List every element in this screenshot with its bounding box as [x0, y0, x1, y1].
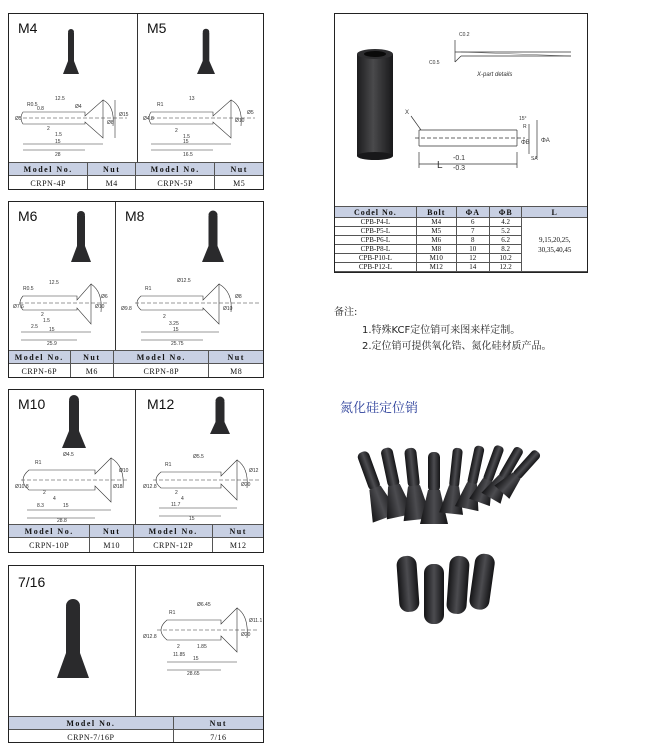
tol-upper: -0.1 [453, 155, 466, 162]
dim-label: Ø12 [249, 468, 259, 474]
dim-label: Ø18 [113, 484, 123, 490]
card-m4-m5 [8, 13, 264, 190]
chamfer-label: C0.2 [459, 32, 470, 38]
r-label: R [523, 124, 527, 130]
dim-label: 15 [63, 503, 69, 509]
dim-label: Ø11.1 [249, 618, 263, 624]
locating-pin-image [59, 394, 89, 450]
cpb-spec-table [334, 206, 588, 272]
locating-pin-image [59, 28, 83, 76]
dim-label: 1.5 [43, 318, 50, 324]
dim-label: 2 [163, 314, 166, 320]
bush-drawing [401, 20, 587, 180]
size-label: 7/16 [18, 574, 46, 590]
pin-drawing [119, 270, 261, 346]
dim-label: Ø8 [107, 120, 114, 126]
dim-label: R1 [35, 460, 42, 466]
pin-drawing [13, 446, 131, 522]
caption-header: Model No. Nut Model No. Nut [9, 350, 263, 364]
dim-label: 15 [183, 139, 189, 145]
size-label: M5 [147, 20, 167, 36]
locating-pin-image [207, 396, 233, 436]
dim-label: 1.85 [197, 644, 207, 650]
x-mark: X [405, 110, 410, 116]
caption-row [9, 364, 263, 378]
locating-pin-image [67, 210, 95, 264]
angle-label: 15° [519, 116, 527, 122]
dim-label: 2 [177, 644, 180, 650]
dim-label: 13 [189, 96, 195, 102]
dim-label: 15 [49, 327, 55, 333]
notes-label: 备注: [334, 307, 358, 318]
caption-row [9, 730, 263, 743]
dia-a-label: ΦA [541, 138, 550, 144]
length-options: 9,15,20,25, 30,35,40,45 [522, 218, 588, 272]
dim-label: Ø4 [75, 104, 82, 110]
card-7-16 [8, 565, 264, 743]
dim-label: 2 [175, 128, 178, 134]
table-row: CPB-P5-L M5 7 5.2 [335, 227, 588, 236]
dim-label: R1 [165, 462, 172, 468]
chamfer-label: C0.5 [429, 60, 440, 66]
table-row: CPB-P6-L M6 8 6.2 [335, 236, 588, 245]
dim-label: 28.8 [57, 518, 67, 524]
nut-size: M10 [90, 538, 134, 552]
dim-label: 4 [181, 496, 184, 502]
dim-label: 1.5 [183, 134, 190, 140]
caption-header: Model No. Nut Model No. Nut [9, 524, 263, 538]
dim-label: Ø10.8 [15, 484, 29, 490]
dim-label: 28.65 [187, 671, 200, 677]
dim-label: 16.5 [183, 152, 193, 158]
dim-label: R1 [145, 286, 152, 292]
column-header: Bolt [416, 207, 456, 218]
photo-title: 氮化硅定位销 [340, 401, 419, 416]
model-number: CRPN-10P [9, 538, 90, 552]
length-label: L [437, 160, 443, 171]
pin-drawing [15, 86, 133, 158]
pin-drawing [143, 86, 261, 158]
nut-size: M5 [233, 178, 246, 188]
dim-label: Ø12.8 [143, 634, 157, 640]
model-number: CRPN-12P [134, 538, 213, 552]
dim-label: Ø7.6 [13, 304, 24, 310]
dim-label: 11.7 [171, 502, 181, 508]
dim-label: Ø5 [15, 116, 22, 122]
dim-label: Ø10 [223, 306, 233, 312]
size-label: M8 [125, 208, 145, 224]
dim-label: Ø5.5 [193, 454, 204, 460]
dim-label: R0.5 [27, 102, 38, 108]
model-number: CRPN-4P [9, 176, 88, 190]
dim-label: Ø20 [241, 632, 251, 638]
nut-size: M4 [88, 176, 136, 190]
dim-label: Ø20 [241, 482, 251, 488]
model-number: CRPN-6P [9, 364, 71, 378]
column-header: ΦA [456, 207, 489, 218]
dim-label: 0.8 [37, 106, 44, 112]
table-row: CPB-P8-L M8 10 8.2 [335, 245, 588, 254]
dim-label: Ø6.45 [197, 602, 211, 608]
size-label: M10 [18, 396, 46, 412]
pin-drawing [141, 446, 261, 522]
column-header: ΦB [489, 207, 522, 218]
dim-label: Ø12.5 [177, 278, 191, 284]
dim-label: 2.5 [31, 324, 38, 330]
dim-label: 12.5 [49, 280, 59, 286]
size-label: M4 [18, 20, 38, 36]
dim-label: 3.25 [169, 321, 179, 327]
bush-photo [355, 48, 395, 160]
dim-label: 15 [173, 327, 179, 333]
note-item: 1.特殊KCF定位销可来图来样定制。 [362, 325, 521, 336]
cpb-drawing-panel [334, 13, 588, 273]
dim-label: 15 [55, 139, 61, 145]
dim-label: Ø10 [119, 468, 129, 474]
dim-label: 4 [53, 496, 56, 502]
dim-label: 25.75 [171, 341, 184, 347]
caption-row [9, 538, 263, 552]
dim-label: Ø10 [95, 304, 105, 310]
dim-label: 15 [193, 656, 199, 662]
dim-label: 25.9 [47, 341, 57, 347]
column-header: Codel No. [335, 207, 417, 218]
size-label: M12 [147, 396, 175, 412]
caption-row [9, 176, 263, 190]
sa-label: SA [531, 156, 538, 162]
dim-label: 2 [47, 126, 50, 132]
dim-label: 2 [43, 490, 46, 496]
dim-label: Ø8 [235, 294, 242, 300]
silicon-nitride-pins-photo [310, 438, 590, 638]
dim-label: Ø9.8 [121, 306, 132, 312]
dim-label: 12.5 [55, 96, 65, 102]
dia-b-label: ΦB [521, 140, 530, 146]
card-m10-m12 [8, 389, 264, 553]
dim-label: 8.3 [37, 503, 44, 509]
note-item: 2.定位销可提供氧化锆、氮化硅材质产品。 [362, 341, 552, 352]
dim-label: Ø4.8 [143, 116, 154, 122]
locating-pin-image [53, 598, 93, 680]
nut-size: 7/16 [210, 732, 227, 742]
card-m6-m8 [8, 201, 264, 378]
dim-label: Ø15 [119, 112, 129, 118]
dim-label: 28 [55, 152, 61, 158]
table-row: CPB-P12-L M12 14 12.2 [335, 263, 588, 272]
nut-size: M12 [229, 540, 247, 550]
pin-drawing [141, 596, 261, 676]
dim-label: R1 [157, 102, 164, 108]
dim-label: 2 [41, 312, 44, 318]
column-header: L [522, 207, 588, 218]
model-number: CRPN-8P [114, 364, 209, 378]
caption-header: Model No. Nut Model No. Nut [9, 162, 263, 176]
dim-label: R1 [169, 610, 176, 616]
dim-label: Ø4.5 [63, 452, 74, 458]
model-number: CRPN-5P [136, 176, 215, 190]
dim-label: 15 [189, 516, 195, 522]
nut-size: M6 [71, 364, 115, 378]
dim-label: 1.5 [55, 132, 62, 138]
dim-label: 2 [175, 490, 178, 496]
detail-label: X-part details [477, 72, 513, 78]
table-row: CPB-P10-L M10 12 10.2 [335, 254, 588, 263]
dim-label: R0.5 [23, 286, 34, 292]
dim-label: 11.85 [173, 652, 186, 658]
dim-label: Ø12.8 [143, 484, 157, 490]
nut-size: M8 [230, 366, 243, 376]
caption-header: Model No. Nut [9, 716, 263, 730]
dim-label: Ø10 [235, 118, 245, 124]
model-number: CRPN-7/16P [9, 730, 174, 743]
locating-pin-image [194, 28, 218, 76]
size-label: M6 [18, 208, 38, 224]
dim-label: Ø5 [247, 110, 254, 116]
dim-label: Ø6 [101, 294, 108, 300]
table-row: CPB-P4-L M4 6 4.2 9,15,20,25, 30,35,40,45 [335, 218, 588, 227]
locating-pin-image [199, 210, 227, 264]
tol-lower: -0.3 [453, 165, 466, 172]
pin-drawing [13, 270, 111, 346]
